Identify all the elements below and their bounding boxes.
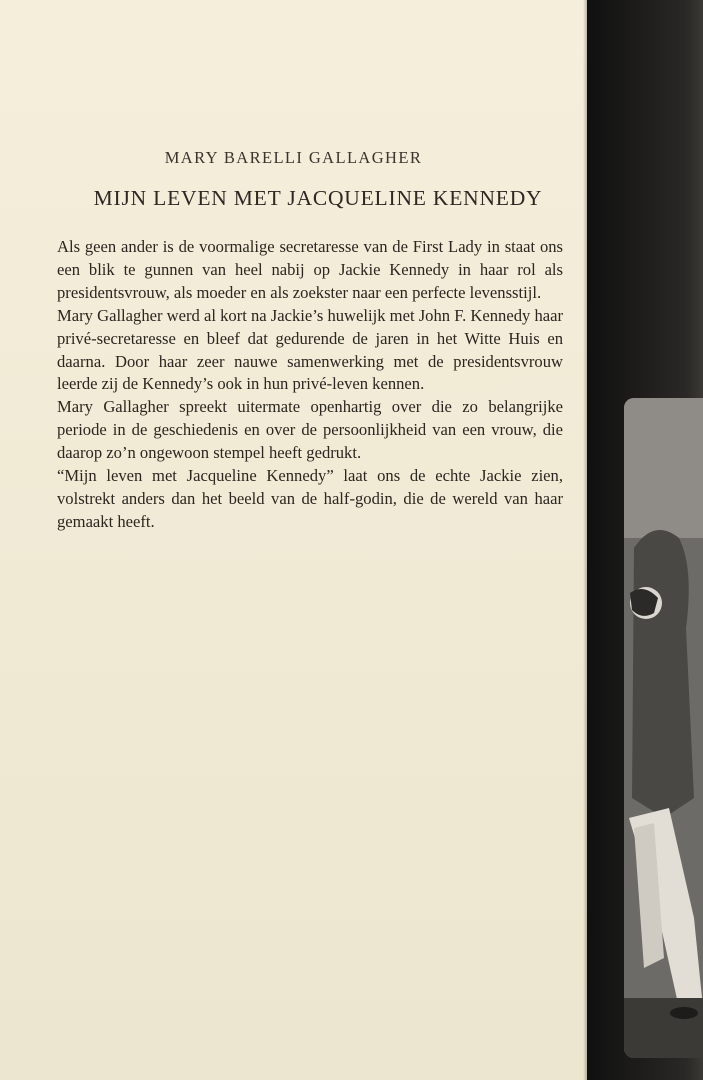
author-name: MARY BARELLI GALLAGHER [164, 148, 423, 167]
blurb-text [57, 236, 563, 534]
cover-photo [624, 398, 703, 1058]
book-title: MIJN LEVEN MET JACQUELINE KENNEDY [93, 186, 543, 210]
photo-figure [624, 398, 703, 1058]
blurb-paragraph: “Mijn leven met Jacqueline Kennedy” laat ons de echte Jackie zien, volstrekt anders dan het beeld van de half-godin, die de wereld van haar gemaakt heeft. [57, 466, 563, 531]
blurb-paragraph: Als geen ander is de voormalige secretaresse van de First Lady in staat ons een blik te gunnen van heel nabij op Jackie Kennedy in haar rol als presidentsvrouw, als moeder en als zoekster naar een perfecte levensstijl. [57, 237, 563, 302]
blurb-paragraph: Mary Gallagher werd al kort na Jackie’s huwelijk met John F. Kennedy haar privé-secretaresse en bleef dat gedurende de jaren in het Witte Huis en daarna. Door haar zeer nauwe samenwerking met de presidentsvrouw leerde zij de Kennedy’s ook in hun privé-leven kennen. [57, 305, 564, 394]
blurb-paragraph: Mary Gallagher spreekt uitermate openhartig over die zo belangrijke periode in de geschiedenis en over de persoonlijkheid van een vrouw, die daarop zo’n ongewoon stempel heeft gedrukt. [57, 397, 563, 463]
